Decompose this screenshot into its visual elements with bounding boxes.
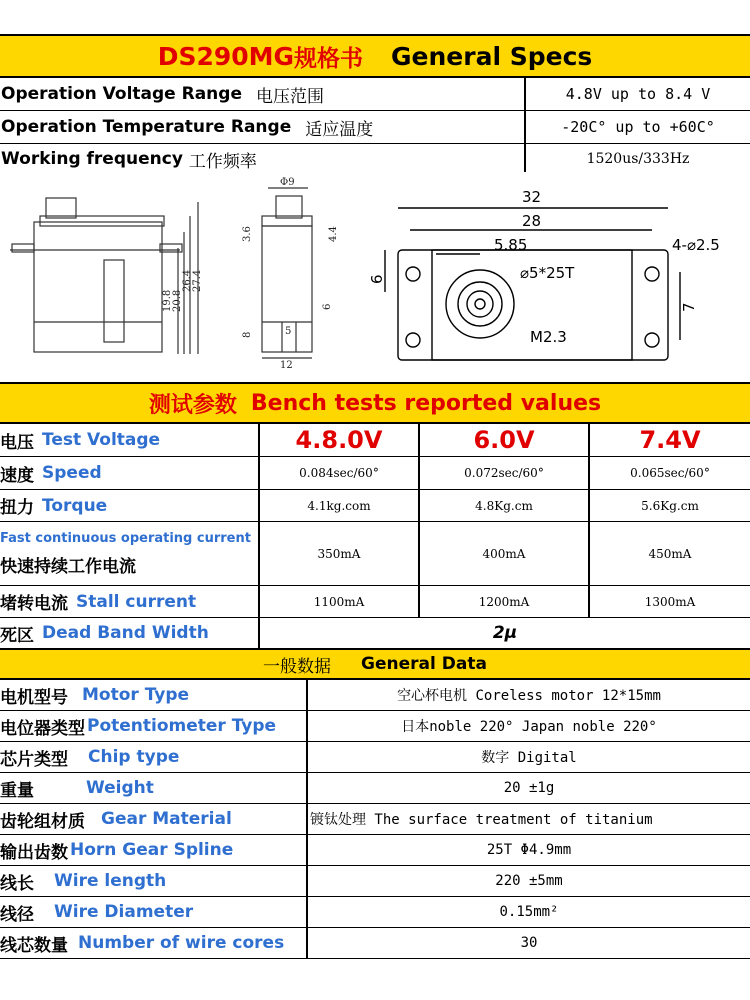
general-value: 数字 Digital [481, 750, 577, 766]
top-dim-shaft: 5.85 [494, 236, 528, 254]
general-row [0, 804, 750, 835]
front-dim: 4.4 [328, 226, 339, 242]
torque-value: 5.6Kg.cm [641, 498, 699, 513]
row-label-en: Number of wire cores [78, 933, 285, 953]
current-value: 450mA [648, 546, 692, 561]
row-label-en: Test Voltage [42, 430, 161, 450]
speed-value: 0.084sec/60° [299, 466, 379, 480]
model-name: DS290MG [157, 41, 295, 71]
side-dim: 26.4 [182, 269, 193, 292]
row-label-en: Horn Gear Spline [70, 840, 234, 860]
row-label-en: Chip type [88, 747, 180, 767]
spec-label-en: Working frequency [1, 149, 183, 169]
row-label-en: Dead Band Width [42, 623, 209, 643]
row-label-cn: 电机型号 [0, 687, 68, 708]
row-label-en: Potentiometer Type [87, 716, 277, 736]
general-value: 日本noble 220° Japan noble 220° [401, 719, 657, 735]
spec-label-cn: 工作频率 [188, 151, 257, 172]
row-label-en: Speed [42, 463, 102, 483]
top-dim-total: 32 [522, 188, 542, 206]
speed-value: 0.065sec/60° [630, 466, 710, 480]
row-label-en: Motor Type [82, 685, 190, 705]
general-value: 空心杯电机 Coreless motor 12*15mm [397, 688, 661, 704]
spec-value: 1520us/333Hz [586, 151, 690, 167]
general-data-table [0, 680, 750, 960]
spec-label-cn: 适应温度 [305, 119, 374, 140]
row-label-cn: 速度 [0, 465, 34, 486]
voltage-value: 7.4V [639, 426, 701, 454]
deadband-row [0, 618, 750, 648]
stall-value: 1100mA [313, 594, 365, 609]
bench-title-cn: 测试参数 [148, 392, 237, 418]
speed-row [0, 457, 750, 490]
bench-title-en: Bench tests reported values [250, 390, 602, 416]
front-dim: 8 [242, 331, 253, 338]
row-label-cn: 电压 [0, 432, 34, 453]
row-label-cn: 线长 [0, 873, 34, 894]
top-dim-right: 7 [680, 302, 698, 312]
spec-row [0, 111, 750, 144]
bench-band [0, 382, 750, 424]
row-label-en: Wire Diameter [54, 902, 194, 922]
top-dim-holes-dia: 4-⌀2.5 [672, 236, 720, 254]
general-row [0, 742, 750, 773]
stall-current-row [0, 586, 750, 618]
row-label-en: Torque [42, 495, 108, 516]
row-label-en: Fast continuous operating current [0, 530, 251, 546]
spec-value: 4.8V up to 8.4 V [565, 85, 711, 103]
row-label-cn: 芯片类型 [0, 749, 68, 770]
row-label-cn: 线径 [0, 904, 34, 925]
front-dim: 12 [280, 360, 293, 371]
top-dim-spline: ⌀5*25T [520, 264, 575, 282]
general-row [0, 897, 750, 928]
row-label-cn: 重量 [0, 780, 34, 801]
front-dim-top: Φ9 [280, 177, 295, 188]
spec-row [0, 78, 750, 111]
front-dim: 5 [285, 326, 292, 337]
general-value: 220 ±5mm [495, 873, 563, 889]
general-row [0, 711, 750, 742]
row-label-en: Wire length [54, 871, 167, 891]
torque-value: 4.8Kg.cm [475, 498, 533, 513]
title-band [0, 34, 750, 78]
row-label-cn: 电位器类型 [0, 718, 85, 739]
row-label-en: Weight [86, 778, 154, 798]
spec-row [0, 144, 750, 174]
test-voltage-row [0, 424, 750, 457]
servo-dimension-drawing [0, 172, 750, 380]
spec-value: -20C° up to +60C° [561, 118, 715, 136]
side-dim: 19.8 [162, 289, 173, 312]
side-view [10, 198, 198, 354]
row-label-en: Gear Material [101, 809, 232, 829]
top-dim-left: 6 [368, 274, 386, 284]
side-dim: 20.8 [172, 289, 183, 312]
general-title-en: General Data [361, 654, 487, 674]
front-dim: 6 [322, 303, 333, 310]
stall-value: 1200mA [478, 594, 530, 609]
general-value: 0.15mm² [499, 904, 559, 920]
row-label-cn: 齿轮组材质 [0, 811, 85, 832]
spec-label-en: Operation Temperature Range [1, 117, 292, 137]
top-dim-holes: 28 [522, 212, 542, 230]
operating-current-row [0, 522, 750, 586]
general-value: 30 [520, 935, 538, 951]
speed-value: 0.072sec/60° [464, 466, 544, 480]
current-value: 400mA [482, 546, 526, 561]
general-row [0, 773, 750, 804]
general-row [0, 835, 750, 866]
title-en: General Specs [391, 41, 593, 71]
torque-value: 4.1kg.com [307, 498, 371, 513]
general-value: 镀钛处理 The surface treatment of titanium [310, 812, 653, 828]
voltage-value: 4.8.0V [295, 426, 383, 454]
general-row [0, 680, 750, 711]
general-value: 20 ±1g [503, 780, 555, 796]
spec-label-en: Operation Voltage Range [1, 84, 242, 104]
row-label-cn: 堵转电流 [0, 594, 68, 614]
voltage-value: 6.0V [473, 426, 535, 454]
row-label-cn: 扭力 [0, 498, 34, 518]
general-title-cn: 一般数据 [263, 656, 332, 677]
current-value: 350mA [317, 546, 361, 561]
stall-value: 1300mA [644, 594, 696, 609]
side-dim: 27.4 [192, 269, 203, 292]
title-cn: 规格书 [294, 45, 364, 72]
general-row [0, 866, 750, 897]
general-band [0, 648, 750, 680]
row-label-en: Stall current [76, 591, 197, 612]
row-label-cn: 死区 [0, 625, 34, 646]
deadband-value: 2μ [492, 623, 518, 643]
row-label-cn: 线芯数量 [0, 935, 68, 956]
torque-row [0, 490, 750, 522]
row-label-cn: 输出齿数 [0, 842, 68, 863]
spec-label-cn: 电压范围 [255, 86, 324, 107]
general-row [0, 928, 750, 959]
top-dim-screw: M2.3 [530, 328, 567, 346]
front-dim: 3.6 [242, 226, 253, 242]
row-label-cn: 快速持续工作电流 [0, 556, 136, 577]
general-value: 25T Φ4.9mm [486, 842, 572, 858]
